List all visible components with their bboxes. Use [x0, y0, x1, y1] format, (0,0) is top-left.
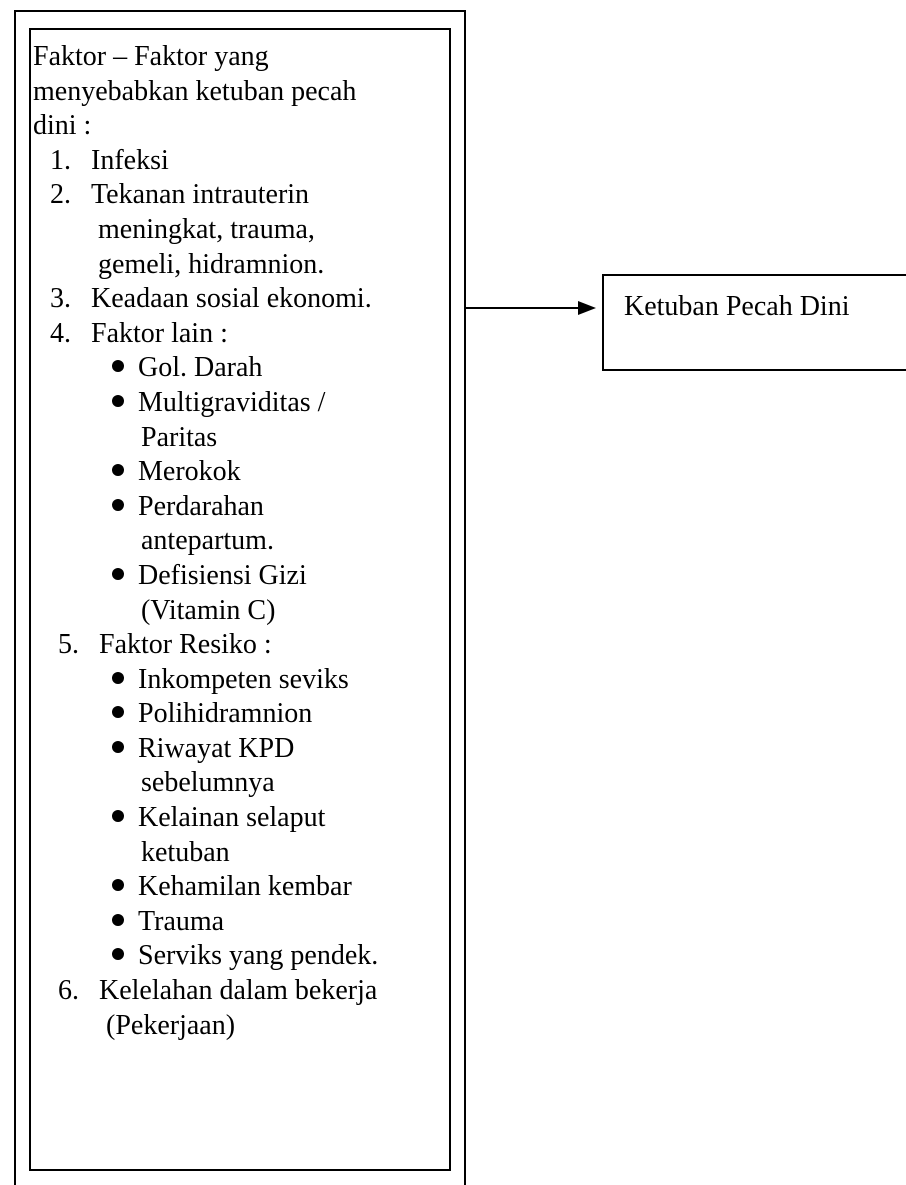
bullet-text: Riwayat KPD: [138, 732, 295, 764]
bullet-text: Kehamilan kembar: [138, 871, 352, 903]
factors-title-line: menyebabkan ketuban pecah: [33, 75, 357, 107]
item-continuation: meningkat, trauma,: [98, 213, 315, 245]
bullet-text: Multigraviditas /: [138, 386, 326, 418]
bullet-text: Kelainan selaput: [138, 802, 326, 834]
bullet-text: Trauma: [138, 905, 225, 937]
item-text: Keadaan sosial ekonomi.: [91, 283, 372, 315]
bullet-text: Serviks yang pendek.: [138, 940, 379, 972]
item-number: 2.: [50, 179, 71, 211]
bullet-continuation: ketuban: [141, 836, 230, 868]
bullet-text: Perdarahan: [138, 490, 264, 522]
item-continuation: (Pekerjaan): [106, 1009, 236, 1041]
factors-title-line: dini :: [33, 110, 92, 142]
bullet-text: Inkompeten seviks: [138, 663, 349, 695]
bullet-continuation: (Vitamin C): [141, 594, 276, 626]
item-continuation: gemeli, hidramnion.: [98, 248, 325, 280]
bullet-continuation: Paritas: [141, 421, 218, 453]
item-number: 6.: [58, 975, 79, 1007]
item-text: Faktor Resiko :: [99, 629, 272, 661]
factors-title-line: Faktor – Faktor yang: [33, 41, 269, 72]
item-text: Infeksi: [91, 144, 169, 176]
arrow-head-icon: [578, 301, 596, 315]
item-text: Kelelahan dalam bekerja: [99, 975, 378, 1007]
item-text: Tekanan intrauterin: [91, 179, 310, 211]
outcome-label: Ketuban Pecah Dini: [624, 291, 850, 322]
item-number: 1.: [50, 144, 71, 176]
item-text: Faktor lain :: [91, 317, 228, 349]
bullet-text: Polihidramnion: [138, 698, 313, 730]
bullet-continuation: sebelumnya: [141, 767, 275, 799]
item-number: 3.: [50, 283, 71, 315]
bullet-text: Defisiensi Gizi: [138, 559, 307, 591]
item-number: 4.: [50, 317, 71, 349]
bullet-text: Merokok: [138, 456, 241, 488]
item-number: 5.: [58, 629, 79, 661]
bullet-text: Gol. Darah: [138, 352, 263, 384]
bullet-continuation: antepartum.: [141, 525, 274, 557]
